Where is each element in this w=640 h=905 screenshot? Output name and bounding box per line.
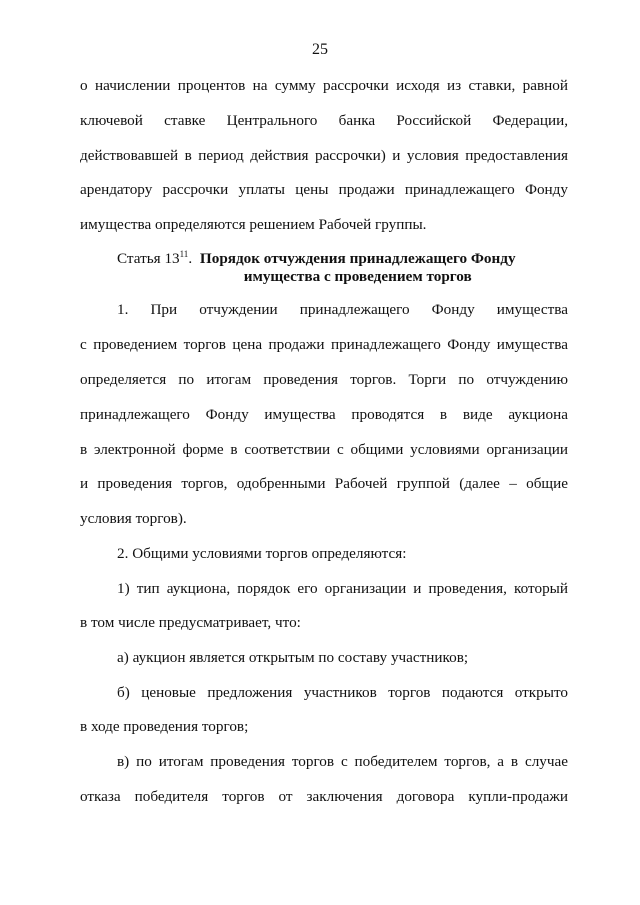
text-line: б) ценовые предложения участников торгов подаются открыто <box>117 684 568 701</box>
text-line: условия торгов). <box>80 510 187 527</box>
text-line: в электронной форме в соответствии с общими условиями организации <box>80 441 568 458</box>
text-line: определяется по итогам проведения торгов. Торги по отчуждению <box>80 371 568 388</box>
text-line: имущества определяются решением Рабочей группы. <box>80 216 427 233</box>
text-line: арендатору рассрочки уплаты цены продажи принадлежащего Фонду <box>80 181 568 198</box>
article-title-line: Порядок отчуждения принадлежащего Фонду <box>199 250 516 267</box>
text-line: отказа победителя торгов от заключения договора купли-продажи <box>80 788 568 805</box>
article-number-superscript: 11 <box>179 248 189 259</box>
text-line: в том числе предусматривает, что: <box>80 614 301 631</box>
text-line: действовавшей в период действия рассрочки) и условия предоставления <box>80 147 568 164</box>
text-line: ключевой ставке Центрального банка Российской Федерации, <box>80 112 568 129</box>
article-heading <box>117 250 568 286</box>
text-line: о начислении процентов на сумму рассрочки исходя из ставки, равной <box>80 77 568 94</box>
text-line: 2. Общими условиями торгов определяются: <box>117 545 407 562</box>
text-line: с проведением торгов цена продажи принадлежащего Фонду имущества <box>80 336 568 353</box>
article-title <box>200 250 516 286</box>
text-line: в ходе проведения торгов; <box>80 718 249 735</box>
text-line: а) аукцион является открытым по составу участников; <box>117 649 469 666</box>
article-label: Статья $13^{11}$. <box>117 248 193 267</box>
text-line: принадлежащего Фонду имущества проводятся в виде аукциона <box>80 406 568 423</box>
text-line: 1. При отчуждении принадлежащего Фонду имущества <box>117 301 568 318</box>
article-title-line: имущества с проведением торгов <box>243 268 472 285</box>
text-line: в) по итогам проведения торгов с победителем торгов, а в случае <box>117 753 568 770</box>
page-number: 25 <box>312 41 328 58</box>
text-line: и проведения торгов, одобренными Рабочей группой (далее – общие <box>80 475 568 492</box>
text-line: 1) тип аукциона, порядок его организации и проведения, который <box>117 580 568 597</box>
